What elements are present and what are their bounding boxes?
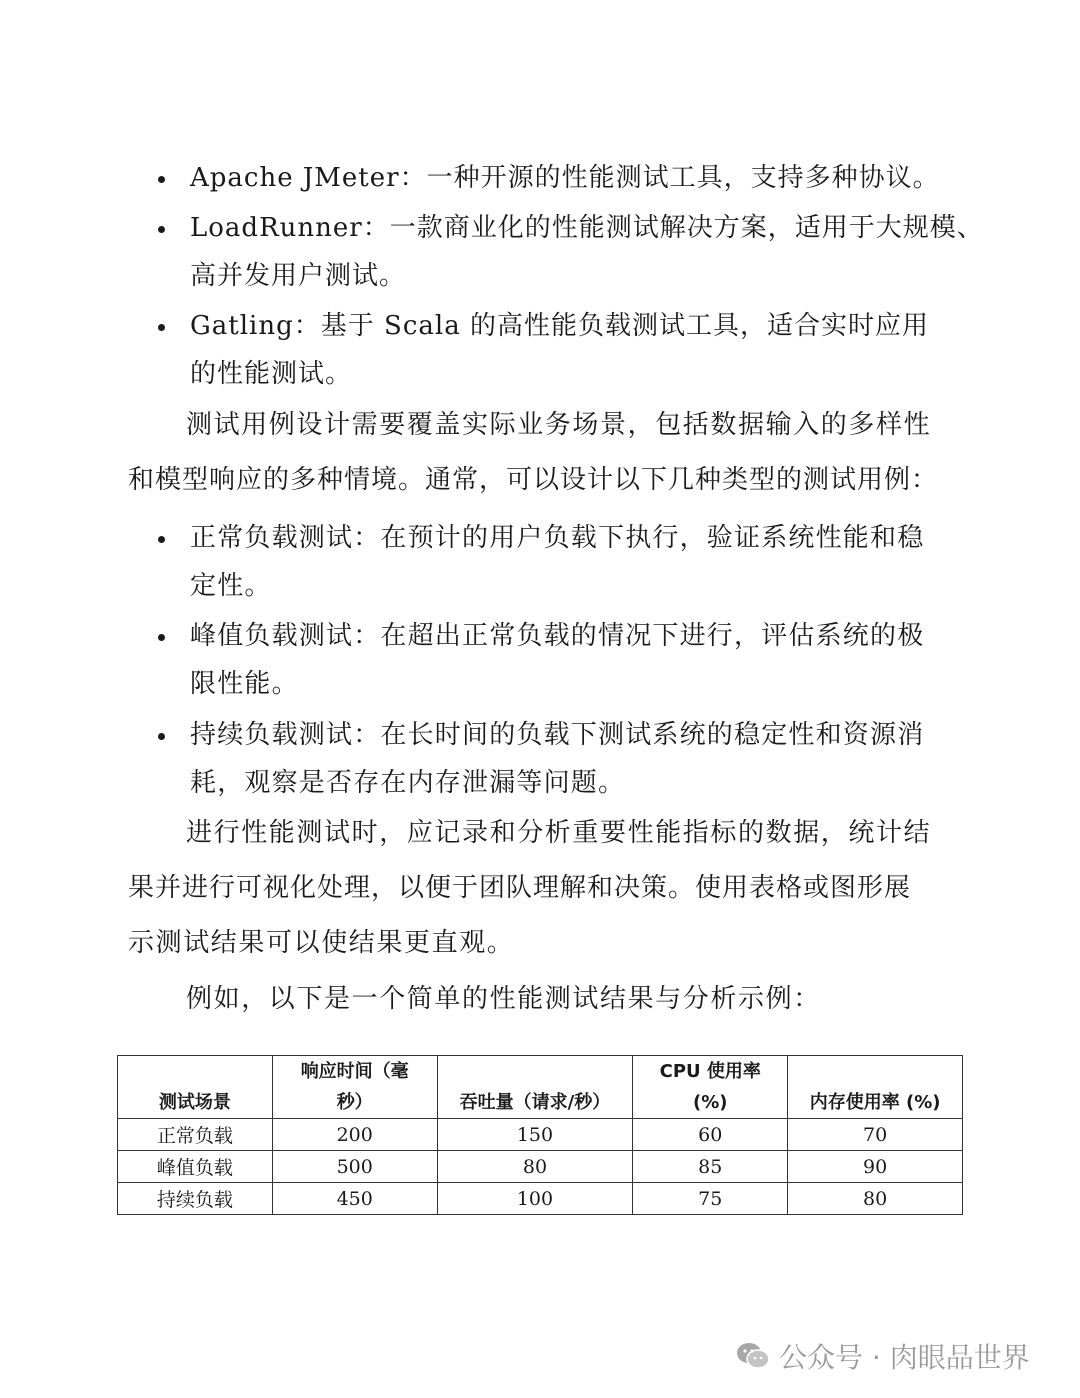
watermark bbox=[735, 1336, 1030, 1376]
paragraph-line: 进行性能测试时，应记录和分析重要性能指标的数据，统计结 bbox=[186, 818, 932, 848]
table-cell: 正常负载 bbox=[118, 1119, 273, 1151]
table-cell: 450 bbox=[272, 1183, 437, 1215]
bullet-icon bbox=[158, 324, 165, 331]
list-item-text: Gatling：基于 Scala 的高性能负载测试工具，适合实时应用 bbox=[190, 311, 929, 341]
bullet-icon bbox=[158, 733, 165, 740]
bullet-icon bbox=[158, 634, 165, 641]
paragraph-line: 例如，以下是一个简单的性能测试结果与分析示例： bbox=[186, 984, 821, 1014]
list-item-text: 定性。 bbox=[190, 571, 272, 601]
table-header-row bbox=[118, 1056, 963, 1119]
list-item-text: 持续负载测试：在长时间的负载下测试系统的稳定性和资源消 bbox=[190, 720, 925, 750]
paragraph-line: 示测试结果可以使结果更直观。 bbox=[128, 928, 515, 958]
table-cell: 70 bbox=[788, 1119, 963, 1151]
list-item-text: LoadRunner：一款商业化的性能测试解决方案，适用于大规模、 bbox=[190, 213, 984, 243]
column-header: 测试场景 bbox=[118, 1056, 273, 1119]
table-cell: 峰值负载 bbox=[118, 1151, 273, 1183]
table-cell: 150 bbox=[437, 1119, 633, 1151]
table-cell: 持续负载 bbox=[118, 1183, 273, 1215]
list-item-text: 限性能。 bbox=[190, 669, 299, 699]
column-header: 响应时间（毫 秒） bbox=[272, 1056, 437, 1119]
bullet-icon bbox=[158, 226, 165, 233]
table-cell: 75 bbox=[633, 1183, 788, 1215]
table-cell: 100 bbox=[437, 1183, 633, 1215]
table-row bbox=[118, 1119, 963, 1151]
table-cell: 500 bbox=[272, 1151, 437, 1183]
column-header: 内存使用率 (%) bbox=[788, 1056, 963, 1119]
paragraph-line: 和模型响应的多种情境。通常，可以设计以下几种类型的测试用例： bbox=[128, 465, 939, 495]
column-header: CPU 使用率 (%) bbox=[633, 1056, 788, 1119]
list-item-text: 峰值负载测试：在超出正常负载的情况下进行，评估系统的极 bbox=[190, 621, 925, 651]
paragraph-line: 测试用例设计需要覆盖实际业务场景，包括数据输入的多样性 bbox=[186, 410, 932, 440]
results-table bbox=[117, 1055, 963, 1215]
table-cell: 80 bbox=[788, 1183, 963, 1215]
column-header: 吞吐量（请求/秒） bbox=[437, 1056, 633, 1119]
paragraph-line: 果并进行可视化处理，以便于团队理解和决策。使用表格或图形展 bbox=[128, 873, 912, 903]
wechat-icon bbox=[735, 1341, 771, 1371]
table-cell: 60 bbox=[633, 1119, 788, 1151]
list-item-text: 的性能测试。 bbox=[190, 359, 353, 389]
watermark-text: 公众号 · 肉眼品世界 bbox=[779, 1341, 1030, 1374]
bullet-icon bbox=[158, 176, 165, 183]
table-cell: 85 bbox=[633, 1151, 788, 1183]
table-row bbox=[118, 1183, 963, 1215]
list-item-text: 耗，观察是否存在内存泄漏等问题。 bbox=[190, 768, 626, 798]
list-item-text: 正常负载测试：在预计的用户负载下执行，验证系统性能和稳 bbox=[190, 523, 925, 553]
table-cell: 90 bbox=[788, 1151, 963, 1183]
list-item-text: Apache JMeter：一种开源的性能测试工具，支持多种协议。 bbox=[190, 163, 940, 193]
table-cell: 200 bbox=[272, 1119, 437, 1151]
table-row bbox=[118, 1151, 963, 1183]
bullet-icon bbox=[158, 536, 165, 543]
list-item-text: 高并发用户测试。 bbox=[190, 261, 407, 291]
table-cell: 80 bbox=[437, 1151, 633, 1183]
